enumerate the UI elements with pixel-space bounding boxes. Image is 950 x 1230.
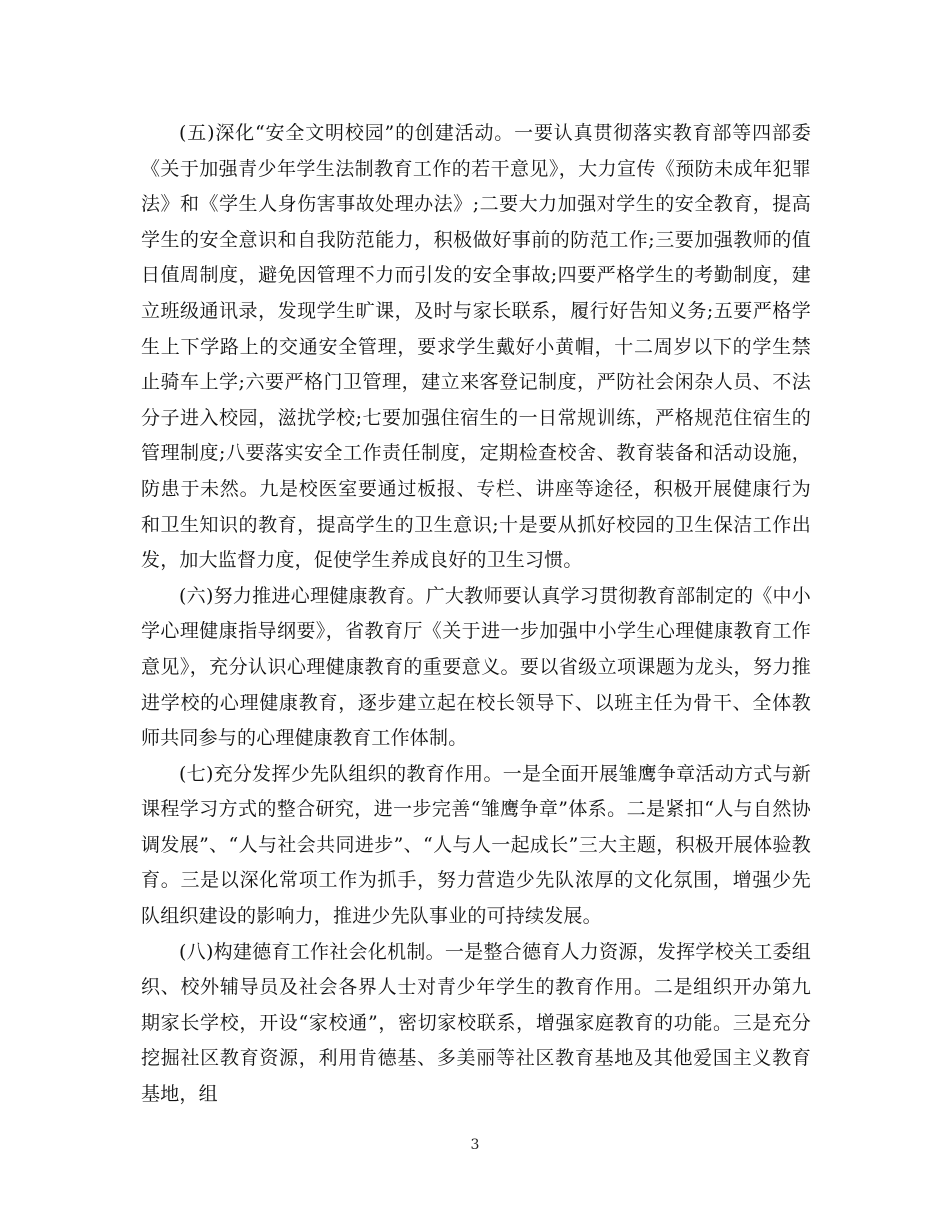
paragraph-safety-campus: (五)深化“安全文明校园”的创建活动。一要认真贯彻落实教育部等四部委《关于加强青少年学生法制教育工作的若干意见》，大力宣传《预防未成年犯罪法》和《学生人身伤害事故处理办法》;二要大力加强对学生的安全教育，提高学生的安全意识和自我防范能力，积极做好事前的防范工作;三要加强教师的值日值周制度，避免因管理不力而引发的安全事故;四要严格学生的考勤制度，建立班级通讯录，发现学生旷课，及时与家长联系，履行好告知义务;五要严格学生上下学路上的交通安全管理，要求学生戴好小黄帽，十二周岁以下的学生禁止骑车上学;六要严格门卫管理，建立来客登记制度，严防社会闲杂人员、不法分子进入校园，滋扰学校;七要加强住宿生的一日常规训练，严格规范住宿生的管理制度;八要落实安全工作责任制度，定期检查校舍、教育装备和活动设施，防患于未然。九是校医室要通过板报、专栏、讲座等途径，积极开展健康行为和卫生知识的教育，提高学生的卫生意识;十是要从抓好校园的卫生保洁工作出发，加大监督力度，促使学生养成良好的卫生习惯。 [141,122,811,572]
paragraph-young-pioneers: (七)充分发挥少先队组织的教育作用。一是全面开展雏鹰争章活动方式与新课程学习方式的整合研究，进一步完善“雏鹰争章”体系。二是紧扣“人与自然协调发展”、“人与社会共同进步”、“人与人一起成长”三大主题，积极开展体验教育。三是以深化常项工作为抓手，努力营造少先队浓厚的文化氛围，增强少先队组织建设的影响力，推进少先队事业的可持续发展。 [141,762,811,928]
paragraph-social-mechanism: (八)构建德育工作社会化机制。一是整合德育人力资源，发挥学校关工委组织、校外辅导员及社会各界人士对青少年学生的教育作用。二是组织开办第九期家长学校，开设“家校通”，密切家校联系，增强家庭教育的功能。三是充分挖掘社区教育资源，利用肯德基、多美丽等社区教育基地及其他爱国主义教育基地，组 [141,940,811,1106]
paragraph-mental-health: (六)努力推进心理健康教育。广大教师要认真学习贯彻教育部制定的《中小学心理健康指导纲要》，省教育厅《关于进一步加强中小学生心理健康教育工作意见》，充分认识心理健康教育的重要意义。要以省级立项课题为龙头，努力推进学校的心理健康教育，逐步建立起在校长领导下、以班主任为骨干、全体教师共同参与的心理健康教育工作体制。 [141,584,811,750]
page-number: 3 [470,1137,480,1153]
body-text [141,116,811,1113]
